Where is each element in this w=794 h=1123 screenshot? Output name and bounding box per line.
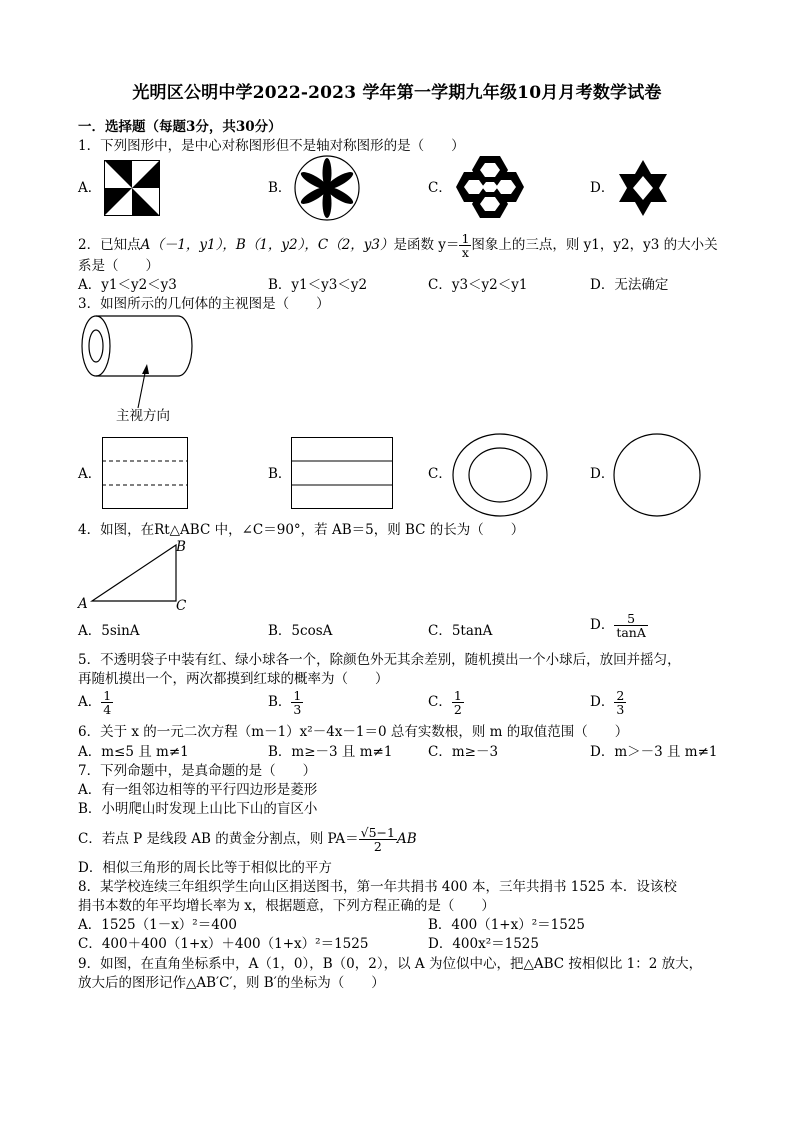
- flower-figure: [293, 154, 361, 222]
- q4-option-c: C．5tanA: [428, 623, 493, 639]
- q8-option-d: D．400x²＝1525: [428, 936, 539, 952]
- q4-option-b: B．5cosA: [268, 623, 333, 639]
- q5-den-d: 3: [616, 702, 625, 717]
- q4-stem: 4．如图，在Rt△ABC 中，∠C＝90°，若 AB＝5，则 BC 的长为（ ）: [78, 522, 525, 538]
- q2-stem-b: 是函数 y＝: [393, 237, 460, 253]
- q2-option-b: B．y1＜y3＜y2: [268, 277, 368, 293]
- q5-frac-c: [452, 689, 464, 716]
- q9-stem-a: 9．如图，在直角坐标系中，A（1，0），B（0，2），以 A 为位似中心，把△ABC 按相似比 1：2 放大，: [78, 956, 703, 972]
- q3-label-c: C．: [428, 466, 452, 482]
- hollow-cylinder-figure: [80, 312, 200, 410]
- q5-stem-a: 5．不透明袋子中装有红、绿小球各一个，除颜色外无其余差别，随机摸出一个小球后，放回并摇匀，: [78, 652, 681, 668]
- q4-option-d: [590, 612, 648, 639]
- q7-c-pre: C．若点 P 是线段 AB 的黄金分割点，则 PA＝: [78, 831, 359, 847]
- q1-label-d: D．: [590, 180, 615, 196]
- q6-stem: 6．关于 x 的一元二次方程（m－1）x²－4x－1＝0 总有实数根，则 m 的取值范围（ ）: [78, 724, 629, 740]
- q4-option-d-den: tanA: [616, 625, 646, 640]
- q5-label-a: A．: [78, 694, 102, 710]
- q5-stem-b: 再随机摸出一个，两次都摸到红球的概率为（ ）: [78, 671, 389, 687]
- option-d-circle: [613, 433, 701, 517]
- q7-option-a: A．有一组邻边相等的平行四边形是菱形: [78, 782, 318, 798]
- q8-option-c: C．400＋400（1+x）＋400（1+x）²＝1525: [78, 936, 369, 952]
- q5-frac-a: [101, 689, 113, 716]
- q2-option-a: A．y1＜y2＜y3: [78, 277, 177, 293]
- q4-option-d-fraction: [614, 612, 648, 639]
- honeycomb-figure: [454, 154, 526, 220]
- vertex-a: A: [78, 596, 88, 612]
- q5-option-c: [428, 689, 464, 716]
- q1-label-a: A．: [78, 180, 102, 196]
- q5-den-c: 2: [453, 702, 462, 717]
- q8-stem-a: 8．某学校连续三年组织学生向山区捐送图书，第一年共捐书 400 本，三年共捐书 1525 本．设该校: [78, 879, 677, 895]
- q2-points: A（－1，y1），B（1，y2），C（2，y3）: [140, 237, 394, 253]
- q5-den-b: 3: [293, 702, 302, 717]
- option-b-rect-solid: [291, 437, 393, 509]
- q5-label-b: B．: [268, 694, 292, 710]
- section-heading: 一．选择题（每题3分，共30分）: [78, 119, 282, 135]
- pinwheel-figure: [104, 160, 160, 216]
- q7-option-c: [78, 826, 417, 853]
- q5-label-c: C．: [428, 694, 452, 710]
- q5-label-d: D．: [590, 694, 615, 710]
- q2-fraction: [459, 232, 471, 259]
- q7-c-post: AB: [397, 831, 417, 847]
- vertex-b: B: [176, 539, 186, 555]
- q8-option-b: B．400（1+x）²＝1525: [428, 917, 585, 933]
- q2-frac-num: 1: [461, 231, 470, 246]
- six-point-star-figure: [615, 158, 671, 218]
- q1-stem: 1．下列图形中，是中心对称图形但不是轴对称图形的是（ ）: [78, 138, 465, 154]
- q6-option-d: D．m＞－3 且 m≠1: [590, 744, 718, 760]
- q5-num-d: 2: [616, 688, 625, 703]
- q3-stem: 3．如图所示的几何体的主视图是（ ）: [78, 296, 330, 312]
- q2-stem-a: 2．已知点: [78, 237, 141, 253]
- q7-option-b: B．小明爬山时发现上山比下山的盲区小: [78, 801, 318, 817]
- q1-label-c: C．: [428, 180, 452, 196]
- q5-num-c: 1: [453, 688, 462, 703]
- option-a-rect-dashed: [102, 437, 188, 509]
- q2-option-d: D．无法确定: [590, 277, 669, 293]
- q8-stem-b: 捐书本数的年平均增长率为 x，根据题意，下列方程正确的是（ ）: [78, 898, 495, 914]
- q2-stem-d: 系是（ ）: [78, 258, 159, 274]
- q3-arrow-label: 主视方向: [116, 408, 170, 424]
- q3-label-b: B．: [268, 466, 292, 482]
- q2-stem-c: 图象上的三点，则 y1，y2，y3 的大小关: [471, 237, 718, 253]
- q5-option-a: [78, 689, 113, 716]
- q3-label-d: D．: [590, 466, 615, 482]
- q4-option-d-num: 5: [614, 612, 648, 626]
- page-title: 光明区公明中学2022-2023 学年第一学期九年级10月月考数学试卷: [132, 83, 662, 103]
- q6-option-c: C．m≥－3: [428, 744, 499, 760]
- q6-option-a: A．m≤5 且 m≠1: [78, 744, 189, 760]
- q7-option-d: D．相似三角形的周长比等于相似比的平方: [78, 860, 332, 876]
- q7-stem: 7．下列命题中，是真命题的是（ ）: [78, 763, 317, 779]
- right-triangle-figure: [90, 543, 180, 603]
- q8-option-a: A．1525（1－x）²＝400: [78, 917, 237, 933]
- vertex-c: C: [176, 598, 187, 614]
- q7-c-den: 2: [373, 839, 382, 854]
- q5-frac-d: [614, 689, 626, 716]
- q4-option-a: A．5sinA: [78, 623, 140, 639]
- q5-option-b: [268, 689, 303, 716]
- q2-frac-den: x: [461, 245, 469, 260]
- q3-label-a: A．: [78, 466, 102, 482]
- q5-den-a: 4: [103, 702, 112, 717]
- q9-stem-b: 放大后的图形记作△AB′C′，则 B′的坐标为（ ）: [78, 975, 385, 991]
- q5-num-a: 1: [103, 688, 112, 703]
- q2-option-c: C．y3＜y2＜y1: [428, 277, 528, 293]
- q2-stem: [78, 232, 718, 259]
- q7-c-num: √5−1: [360, 825, 395, 840]
- q5-frac-b: [291, 689, 303, 716]
- q4-option-d-prefix: D．: [590, 617, 615, 633]
- q5-option-d: [590, 689, 626, 716]
- q5-num-b: 1: [293, 688, 302, 703]
- q6-option-b: B．m≥－3 且 m≠1: [268, 744, 393, 760]
- q7-c-fraction: [359, 826, 397, 853]
- q1-label-b: B．: [268, 180, 292, 196]
- option-c-ring: [452, 433, 548, 517]
